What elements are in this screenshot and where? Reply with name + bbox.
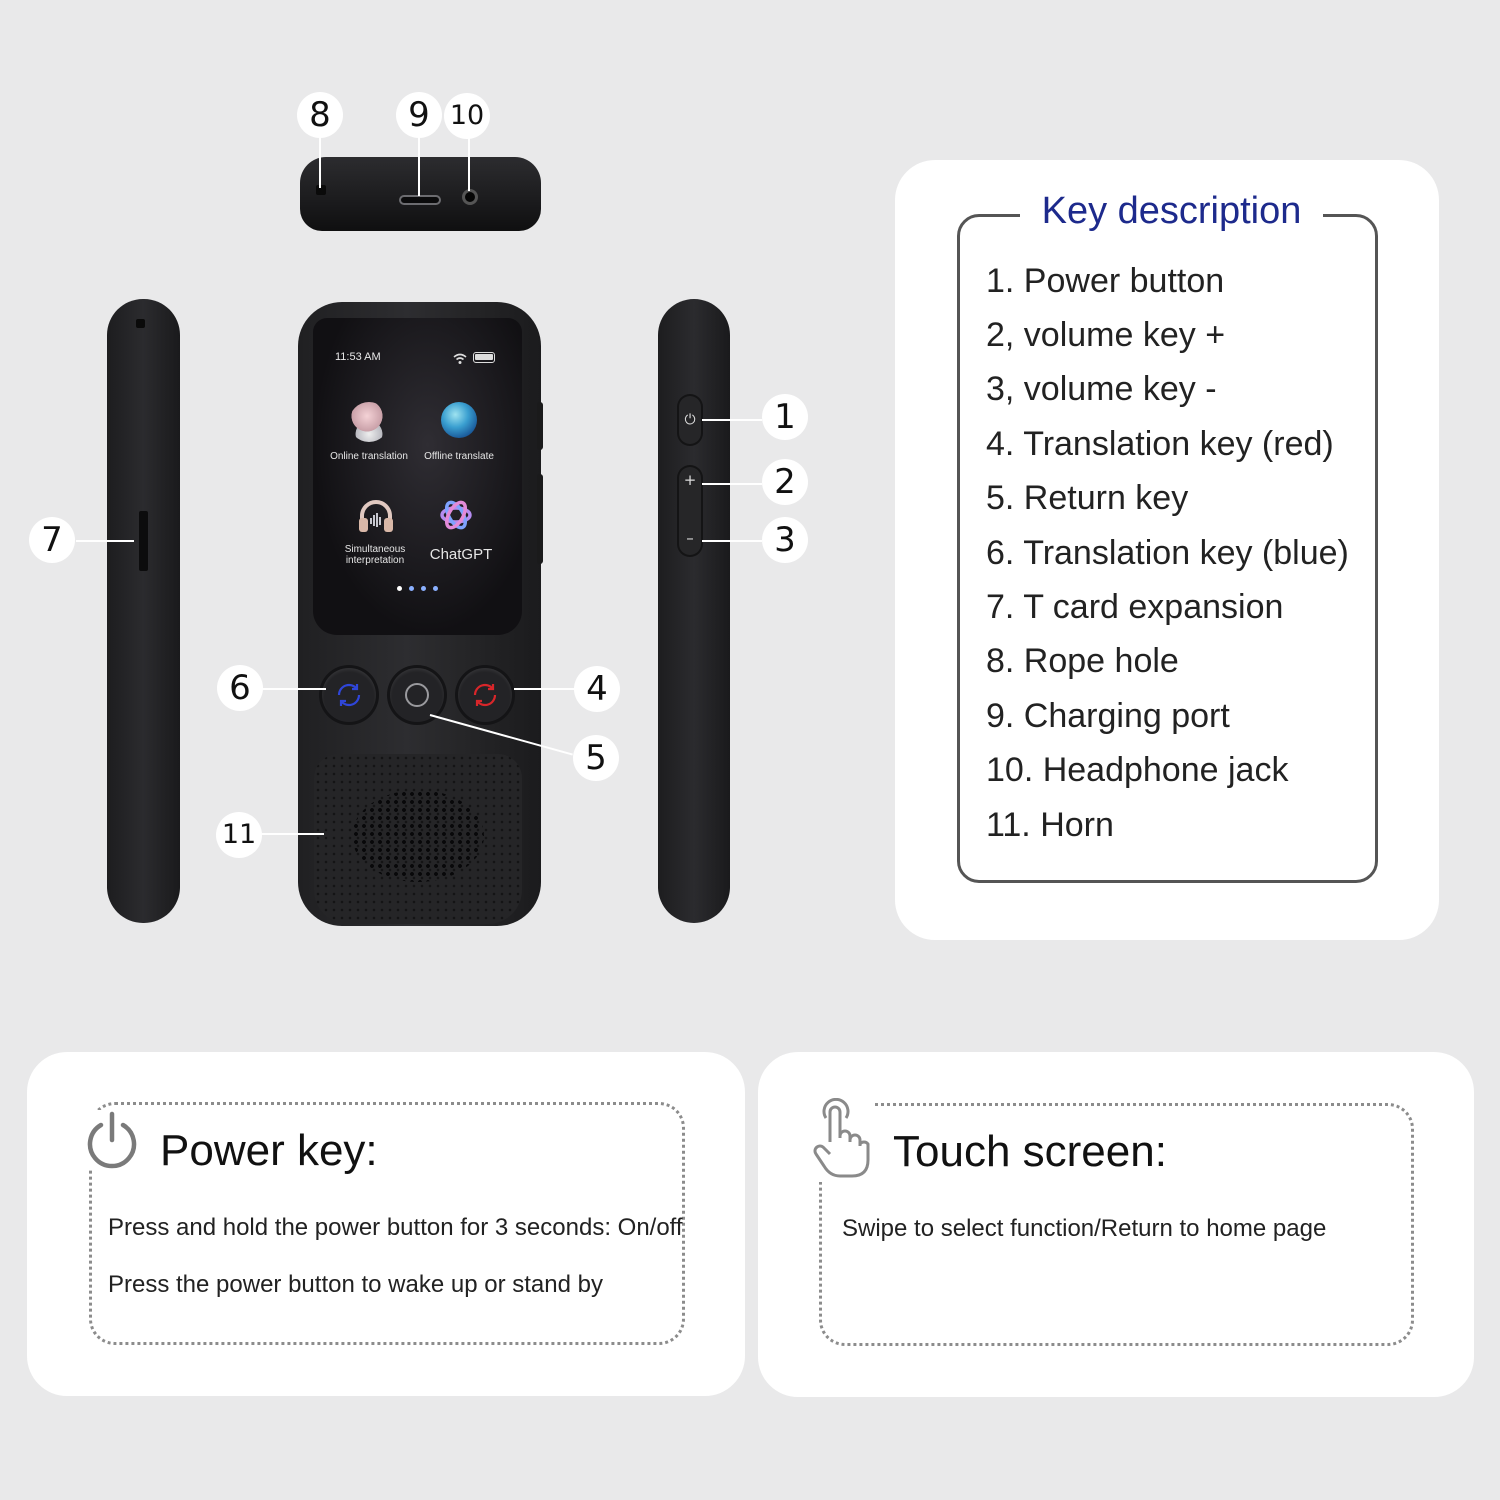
- side-key-edge-2: [537, 474, 543, 564]
- app-offline-translate[interactable]: [417, 402, 513, 462]
- callout-7: 7: [29, 517, 75, 563]
- page-dot: [421, 586, 426, 591]
- translation-key-red: [458, 668, 512, 722]
- touch-screen-title: Touch screen:: [893, 1127, 1177, 1177]
- key-item: 3, volume key -: [986, 370, 1217, 408]
- power-icon: [84, 1110, 140, 1170]
- chatgpt-icon: [437, 496, 475, 534]
- leader-1: [702, 419, 762, 421]
- headphones-icon: [356, 496, 396, 536]
- key-item: 7. T card expansion: [986, 588, 1284, 626]
- battery-icon: [473, 352, 495, 363]
- device-right-side: [658, 299, 730, 923]
- power-key-line-1: Press and hold the power button for 3 seconds: On/off: [108, 1214, 683, 1241]
- key-item: 4. Translation key (red): [986, 425, 1334, 463]
- key-item: 9. Charging port: [986, 697, 1230, 735]
- device-left-side: [107, 299, 180, 923]
- leader-10: [468, 136, 470, 191]
- horn-speaker: [352, 790, 484, 882]
- leader-4: [514, 688, 574, 690]
- key-item: 11. Horn: [986, 806, 1114, 844]
- key-item: 6. Translation key (blue): [986, 534, 1349, 572]
- callout-8: 8: [297, 92, 343, 138]
- callout-11: 11: [216, 812, 262, 858]
- leader-2: [702, 483, 762, 485]
- rope-hole: [316, 185, 326, 195]
- tap-hand-icon: [808, 1098, 874, 1182]
- device-screen: [313, 318, 522, 635]
- globe-icon: [441, 402, 477, 438]
- callout-3: 3: [762, 517, 808, 563]
- leader-7: [76, 540, 134, 542]
- key-item: 5. Return key: [986, 479, 1189, 517]
- key-description-title: Key description: [1020, 190, 1323, 233]
- app-simultaneous-interpretation[interactable]: [327, 494, 423, 564]
- app-chatgpt[interactable]: [417, 494, 505, 564]
- page-dot: [433, 586, 438, 591]
- power-key-line-2: Press the power button to wake up or stand by: [108, 1271, 603, 1298]
- callout-9: 9: [396, 92, 442, 138]
- leader-8: [319, 136, 321, 188]
- callout-2: 2: [762, 459, 808, 505]
- leader-11: [262, 833, 324, 835]
- app-online-translation[interactable]: [319, 402, 419, 462]
- key-item: 1. Power button: [986, 262, 1225, 300]
- translation-key-blue: [322, 668, 376, 722]
- side-key-edge-1: [537, 402, 543, 450]
- charging-port: [399, 195, 441, 205]
- leader-6: [262, 688, 326, 690]
- page-dot: [409, 586, 414, 591]
- app-label: ChatGPT: [429, 546, 493, 563]
- t-card-slot: [139, 511, 148, 571]
- return-key: [390, 668, 444, 722]
- device-top-view: [300, 157, 541, 231]
- volume-down-glyph: –: [686, 529, 694, 547]
- power-key-title: Power key:: [160, 1126, 388, 1176]
- callout-4: 4: [574, 666, 620, 712]
- key-item: 2, volume key +: [986, 316, 1226, 354]
- callout-10: 10: [444, 93, 490, 139]
- app-label: Simultaneous interpretation: [344, 544, 406, 566]
- return-key-ring: [405, 683, 429, 707]
- key-item: 8. Rope hole: [986, 642, 1179, 680]
- person-speech-icon: [349, 402, 389, 442]
- callout-5: 5: [573, 735, 619, 781]
- leader-3: [702, 540, 762, 542]
- key-item: 10. Headphone jack: [986, 751, 1289, 789]
- touch-screen-line-1: Swipe to select function/Return to home page: [842, 1215, 1327, 1242]
- volume-up-glyph: +: [683, 471, 697, 489]
- app-label: Offline translate: [424, 451, 494, 462]
- headphone-jack: [462, 189, 478, 205]
- wifi-icon: [453, 350, 467, 362]
- rope-hole-side: [136, 319, 145, 328]
- leader-9: [418, 136, 420, 196]
- callout-6: 6: [217, 665, 263, 711]
- power-side-button: ⏻: [679, 396, 701, 444]
- callout-1: 1: [762, 394, 808, 440]
- status-time: 11:53 AM: [335, 351, 381, 363]
- page-dot: [397, 586, 402, 591]
- app-label: Online translation: [330, 451, 408, 462]
- volume-rocker: [679, 467, 701, 555]
